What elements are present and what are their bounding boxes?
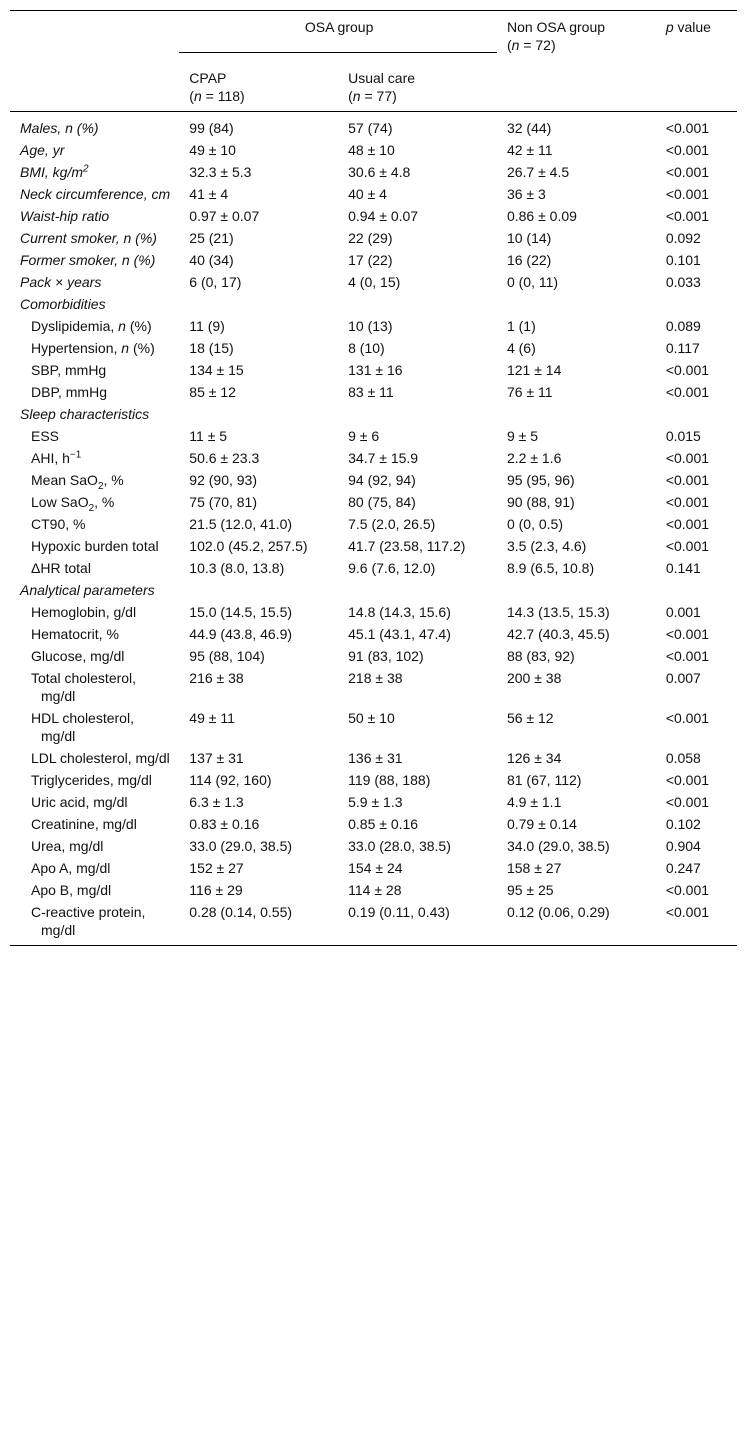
table-row <box>10 271 737 293</box>
p-value: <0.001 <box>665 794 710 810</box>
non-osa-value: 34.0 (29.0, 38.5) <box>506 838 610 854</box>
p-value: <0.001 <box>665 208 710 224</box>
usual-care-value: 5.9 ± 1.3 <box>348 794 403 810</box>
p-value: 0.015 <box>665 428 701 444</box>
row-label-text: AHI, h <box>31 450 70 466</box>
usual-care-value: 45.1 (43.1, 47.4) <box>348 626 451 642</box>
baseline-characteristics-table <box>10 10 737 946</box>
cpap-value: 6 (0, 17) <box>189 274 242 290</box>
row-label-text: CT90, % <box>31 516 86 532</box>
osa-group-label: OSA group <box>304 19 374 35</box>
row-label-text: ΔHR total <box>31 560 91 576</box>
non-osa-value: 76 ± 11 <box>506 384 553 400</box>
p-value: 0.117 <box>665 340 700 356</box>
cpap-value: 21.5 (12.0, 41.0) <box>189 516 293 532</box>
cpap-value: 40 (34) <box>189 252 234 268</box>
usual-care-value: 7.5 (2.0, 26.5) <box>348 516 436 532</box>
p-value: 0.007 <box>665 670 701 686</box>
usual-care-value: 131 ± 16 <box>348 362 403 378</box>
usual-n-value: = 77) <box>360 88 397 104</box>
row-label <box>10 227 179 249</box>
usual-care-value: 0.85 ± 0.16 <box>348 816 419 832</box>
non-osa-value: 95 ± 25 <box>506 882 554 898</box>
non-osa-value: 8.9 (6.5, 10.8) <box>506 560 595 576</box>
non-osa-value: 32 (44) <box>506 120 552 136</box>
non-osa-value: 42.7 (40.3, 45.5) <box>506 626 610 642</box>
table-row <box>10 381 737 403</box>
table-row <box>10 707 737 747</box>
p-value: <0.001 <box>665 648 710 664</box>
row-label <box>10 381 179 403</box>
p-value: <0.001 <box>665 626 710 642</box>
usual-care-value: 22 (29) <box>348 230 393 246</box>
table-row <box>10 139 737 161</box>
table-row <box>10 315 737 337</box>
row-label-text: Hemoglobin, g/dl <box>31 604 137 620</box>
table-row <box>10 857 737 879</box>
row-label-superscript: −1 <box>69 449 82 461</box>
p-value: 0.141 <box>665 560 701 576</box>
table-row <box>10 835 737 857</box>
non-osa-value: 56 ± 12 <box>506 710 554 726</box>
usual-care-label: Usual care <box>348 70 416 86</box>
row-label <box>10 139 179 161</box>
non-osa-value: 158 ± 27 <box>506 860 562 876</box>
row-label <box>10 425 179 447</box>
row-label-text: Neck circumference, cm <box>20 186 171 202</box>
non-osa-n-value: = 72) <box>519 37 556 53</box>
cpap-value: 11 ± 5 <box>189 428 228 444</box>
usual-care-value: 0.94 ± 0.07 <box>348 208 419 224</box>
row-label <box>10 601 179 623</box>
row-label-text: Males, n (%) <box>20 120 99 136</box>
cpap-value: 11 (9) <box>189 318 225 334</box>
row-label <box>10 835 179 857</box>
p-value: 0.904 <box>665 838 701 854</box>
p-value: <0.001 <box>665 772 710 788</box>
non-osa-value: 16 (22) <box>506 252 552 268</box>
non-osa-value: 88 (83, 92) <box>506 648 575 664</box>
row-label <box>10 271 179 293</box>
usual-care-value: 83 ± 11 <box>348 384 394 400</box>
cpap-value: 44.9 (43.8, 46.9) <box>189 626 293 642</box>
usual-care-value: 34.7 ± 15.9 <box>348 450 419 466</box>
row-label-text: Triglycerides, mg/dl <box>31 772 152 788</box>
row-label-tail: , % <box>94 494 115 510</box>
non-osa-value: 0.12 (0.06, 0.29) <box>506 904 610 920</box>
cpap-value: 6.3 ± 1.3 <box>189 794 244 810</box>
cpap-value: 137 ± 31 <box>189 750 244 766</box>
row-label-subscript: 2 <box>97 480 104 492</box>
cpap-value: 116 ± 29 <box>189 882 243 898</box>
cpap-value: 92 (90, 93) <box>189 472 257 488</box>
cpap-value: 85 ± 12 <box>189 384 236 400</box>
non-osa-value: 3.5 (2.3, 4.6) <box>506 538 587 554</box>
table-row <box>10 535 737 557</box>
usual-care-value: 94 (92, 94) <box>348 472 416 488</box>
cpap-value: 50.6 ± 23.3 <box>189 450 260 466</box>
usual-care-value: 57 (74) <box>348 120 393 136</box>
row-label-text: Hypoxic burden total <box>31 538 159 554</box>
row-label-text: BMI, kg/m <box>20 164 84 180</box>
row-label-italic: n <box>121 340 130 356</box>
row-label-subscript: 2 <box>88 502 95 514</box>
non-osa-value: 2.2 ± 1.6 <box>506 450 562 466</box>
cpap-value: 25 (21) <box>189 230 234 246</box>
table-row <box>10 769 737 791</box>
row-label-text: Mean SaO <box>31 472 98 488</box>
row-label-text: Pack × years <box>20 274 102 290</box>
row-label-text: ESS <box>31 428 60 444</box>
p-value-label: value <box>673 19 711 35</box>
table-row <box>10 337 737 359</box>
table-header <box>10 11 737 112</box>
usual-care-value: 17 (22) <box>348 252 393 268</box>
section-row <box>10 579 737 601</box>
row-label <box>10 359 179 381</box>
row-label <box>10 645 179 667</box>
non-osa-value: 81 (67, 112) <box>506 772 582 788</box>
non-osa-value: 4 (6) <box>506 340 536 356</box>
table-row <box>10 491 737 513</box>
table-row <box>10 813 737 835</box>
p-value: <0.001 <box>665 450 710 466</box>
p-value: <0.001 <box>665 384 710 400</box>
p-value: <0.001 <box>665 186 710 202</box>
row-label <box>10 491 179 513</box>
usual-care-value: 119 (88, 188) <box>348 772 431 788</box>
row-label-text: DBP, mmHg <box>31 384 107 400</box>
non-osa-n-symbol: n <box>511 37 520 53</box>
row-label <box>10 901 179 946</box>
section-label: Comorbidities <box>20 296 106 312</box>
p-value: <0.001 <box>665 538 710 554</box>
section-label: Sleep characteristics <box>20 406 150 422</box>
non-osa-value: 36 ± 3 <box>506 186 546 202</box>
p-value: 0.089 <box>665 318 701 334</box>
usual-care-value: 9.6 (7.6, 12.0) <box>348 560 436 576</box>
cpap-value: 114 (92, 160) <box>189 772 272 788</box>
non-osa-value: 9 ± 5 <box>506 428 539 444</box>
table-row <box>10 425 737 447</box>
non-osa-value: 26.7 ± 4.5 <box>506 164 570 180</box>
table-row <box>10 747 737 769</box>
row-label <box>10 337 179 359</box>
row-label <box>10 879 179 901</box>
usual-care-value: 136 ± 31 <box>348 750 403 766</box>
p-value: <0.001 <box>665 362 710 378</box>
cpap-value: 0.97 ± 0.07 <box>189 208 260 224</box>
section-row <box>10 403 737 425</box>
row-label-text: Urea, mg/dl <box>31 838 104 854</box>
row-label <box>10 513 179 535</box>
row-label-text: Age, yr <box>20 142 65 158</box>
non-osa-value: 0.79 ± 0.14 <box>506 816 577 832</box>
usual-care-value: 41.7 (23.58, 117.2) <box>348 538 466 554</box>
row-label-text: Glucose, mg/dl <box>31 648 125 664</box>
p-value: 0.101 <box>665 252 701 268</box>
row-label-text: Hematocrit, % <box>31 626 119 642</box>
usual-care-value: 80 (75, 84) <box>348 494 416 510</box>
p-value: 0.058 <box>665 750 701 766</box>
table-row <box>10 469 737 491</box>
header-usual-care: Usual care (n = 77) <box>348 70 416 104</box>
row-label <box>10 161 179 183</box>
table-row <box>10 557 737 579</box>
non-osa-value: 0.86 ± 0.09 <box>506 208 577 224</box>
row-label <box>10 557 179 579</box>
p-value: 0.247 <box>665 860 701 876</box>
usual-care-value: 114 ± 28 <box>348 882 402 898</box>
p-value: <0.001 <box>665 710 710 726</box>
row-label <box>10 469 179 491</box>
table-row <box>10 183 737 205</box>
row-label-text: Low SaO <box>31 494 89 510</box>
cpap-value: 216 ± 38 <box>189 670 244 686</box>
non-osa-value: 4.9 ± 1.1 <box>506 794 562 810</box>
usual-care-value: 30.6 ± 4.8 <box>348 164 411 180</box>
row-label-text: SBP, mmHg <box>31 362 107 378</box>
usual-care-value: 4 (0, 15) <box>348 274 401 290</box>
cpap-value: 0.83 ± 0.16 <box>189 816 260 832</box>
row-label-text: Current smoker, n (%) <box>20 230 157 246</box>
row-label-text: Dyslipidemia, <box>31 318 119 334</box>
p-value: 0.102 <box>665 816 701 832</box>
non-osa-value: 10 (14) <box>506 230 552 246</box>
table-row <box>10 205 737 227</box>
row-label <box>10 205 179 227</box>
row-label <box>10 747 179 769</box>
row-label <box>10 447 179 469</box>
row-label <box>10 769 179 791</box>
p-value: <0.001 <box>665 164 710 180</box>
table-row <box>10 112 737 140</box>
non-osa-value: 0 (0, 11) <box>506 274 559 290</box>
row-label-text: Apo A, mg/dl <box>31 860 111 876</box>
usual-care-value: 33.0 (28.0, 38.5) <box>348 838 451 854</box>
non-osa-value: 95 (95, 96) <box>506 472 575 488</box>
row-label-text: Total cholesterol, mg/dl <box>31 670 137 704</box>
p-value: <0.001 <box>665 472 710 488</box>
usual-care-value: 218 ± 38 <box>348 670 403 686</box>
row-label <box>10 707 179 747</box>
row-label-text: Apo B, mg/dl <box>31 882 112 898</box>
p-value: <0.001 <box>665 494 710 510</box>
cpap-value: 32.3 ± 5.3 <box>189 164 252 180</box>
usual-care-value: 0.19 (0.11, 0.43) <box>348 904 450 920</box>
non-osa-value: 0 (0, 0.5) <box>506 516 563 532</box>
usual-care-value: 154 ± 24 <box>348 860 403 876</box>
p-value: <0.001 <box>665 120 710 136</box>
header-cpap: CPAP (n = 118) <box>189 70 245 104</box>
table-row <box>10 879 737 901</box>
usual-care-value: 10 (13) <box>348 318 393 334</box>
non-osa-value: 14.3 (13.5, 15.3) <box>506 604 610 620</box>
row-label <box>10 183 179 205</box>
table-row <box>10 901 737 946</box>
table-row <box>10 623 737 645</box>
p-value: 0.001 <box>665 604 701 620</box>
row-label-text: Former smoker, n (%) <box>20 252 156 268</box>
non-osa-value: 1 (1) <box>506 318 536 334</box>
table-row <box>10 601 737 623</box>
p-value: <0.001 <box>665 142 710 158</box>
row-label-italic: n <box>118 318 126 334</box>
cpap-value: 95 (88, 104) <box>189 648 265 664</box>
cpap-value: 0.28 (0.14, 0.55) <box>189 904 293 920</box>
p-symbol: p <box>665 19 674 35</box>
cpap-value: 41 ± 4 <box>189 186 229 202</box>
usual-n-symbol: n <box>352 88 361 104</box>
non-osa-group-label: Non OSA group <box>506 19 606 35</box>
usual-care-value: 14.8 (14.3, 15.6) <box>348 604 451 620</box>
row-label <box>10 791 179 813</box>
row-label-tail: (%) <box>129 340 155 356</box>
cpap-value: 18 (15) <box>189 340 234 356</box>
p-value: <0.001 <box>665 516 710 532</box>
cpap-value: 99 (84) <box>189 120 234 136</box>
non-osa-value: 90 (88, 91) <box>506 494 575 510</box>
table-row <box>10 513 737 535</box>
usual-care-value: 91 (83, 102) <box>348 648 424 664</box>
cpap-value: 152 ± 27 <box>189 860 244 876</box>
row-label <box>10 249 179 271</box>
header-empty-cell <box>10 11 179 112</box>
row-label-tail: , % <box>103 472 124 488</box>
cpap-value: 134 ± 15 <box>189 362 244 378</box>
table-row <box>10 359 737 381</box>
cpap-n-value: = 118) <box>201 88 245 104</box>
cpap-value: 15.0 (14.5, 15.5) <box>189 604 293 620</box>
header-p-value <box>656 11 737 112</box>
cpap-value: 49 ± 10 <box>189 142 236 158</box>
usual-care-value: 40 ± 4 <box>348 186 387 202</box>
p-value: <0.001 <box>665 904 710 920</box>
row-label-text: LDL cholesterol, mg/dl <box>31 750 170 766</box>
table-row <box>10 791 737 813</box>
row-label <box>10 813 179 835</box>
row-label <box>10 112 179 140</box>
row-label-tail: (%) <box>125 318 152 334</box>
cpap-value: 33.0 (29.0, 38.5) <box>189 838 293 854</box>
p-value: 0.033 <box>665 274 701 290</box>
cpap-value: 102.0 (45.2, 257.5) <box>189 538 308 554</box>
cpap-n-symbol: n <box>193 88 202 104</box>
table-row <box>10 645 737 667</box>
row-label-text: Uric acid, mg/dl <box>31 794 128 810</box>
row-label-text: Creatinine, mg/dl <box>31 816 137 832</box>
cpap-value: 10.3 (8.0, 13.8) <box>189 560 285 576</box>
p-value: 0.092 <box>665 230 701 246</box>
table-body <box>10 112 737 946</box>
section-label: Analytical parameters <box>20 582 155 598</box>
row-label <box>10 535 179 557</box>
table-row <box>10 249 737 271</box>
p-value: <0.001 <box>665 882 710 898</box>
row-label <box>10 667 179 707</box>
table-row <box>10 161 737 183</box>
cpap-label: CPAP <box>189 70 227 86</box>
usual-care-value: 9 ± 6 <box>348 428 380 444</box>
usual-care-value: 8 (10) <box>348 340 385 356</box>
non-osa-value: 121 ± 14 <box>506 362 562 378</box>
row-label-text: C-reactive protein, mg/dl <box>31 904 146 938</box>
usual-care-value: 50 ± 10 <box>348 710 395 726</box>
row-label-text: HDL cholesterol, mg/dl <box>31 710 134 744</box>
row-label-text: Hypertension, <box>31 340 122 356</box>
row-label <box>10 623 179 645</box>
cpap-value: 49 ± 11 <box>189 710 235 726</box>
non-osa-value: 126 ± 34 <box>506 750 562 766</box>
row-label <box>10 315 179 337</box>
row-label-superscript: 2 <box>83 163 89 175</box>
header-osa-group <box>179 11 497 64</box>
usual-care-value: 48 ± 10 <box>348 142 395 158</box>
non-osa-value: 200 ± 38 <box>506 670 562 686</box>
header-non-osa-group: Non OSA group (n = 72) <box>506 19 606 53</box>
section-row <box>10 293 737 315</box>
table-row <box>10 227 737 249</box>
table-row <box>10 447 737 469</box>
table-row <box>10 667 737 707</box>
row-label <box>10 857 179 879</box>
cpap-value: 75 (70, 81) <box>189 494 257 510</box>
non-osa-value: 42 ± 11 <box>506 142 553 158</box>
row-label-text: Waist-hip ratio <box>20 208 110 224</box>
